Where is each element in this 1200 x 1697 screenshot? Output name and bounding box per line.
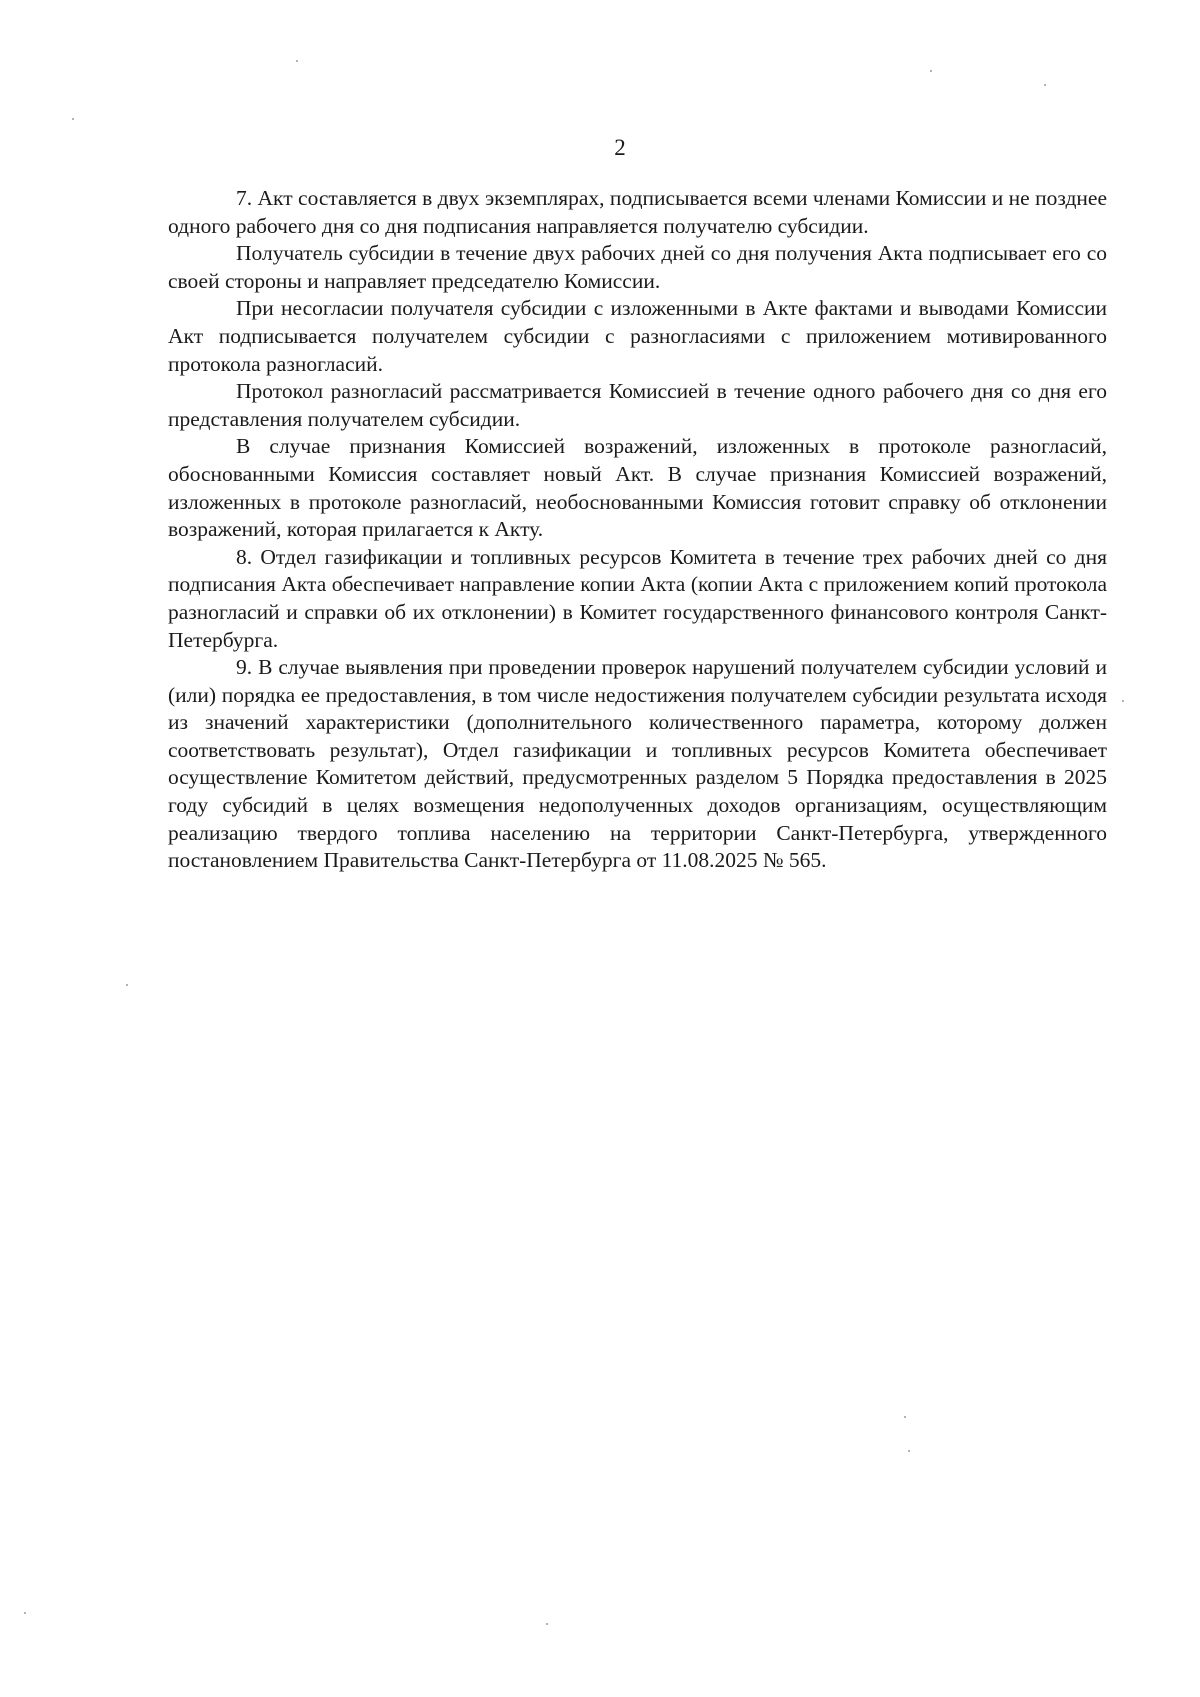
paragraph-7-disagreement: При несогласии получателя субсидии с изложенными в Акте фактами и выводами Комиссии Акт подписывается получателем субсидии с разногласиями с приложением мотивированного протокола разногласий.: [168, 296, 1107, 376]
scan-speck: [546, 1623, 548, 1625]
paragraph-7-recipient-signing: Получатель субсидии в течение двух рабочих дней со дня получения Акта подписывает его со своей стороны и направляет председателю Комиссии.: [168, 241, 1107, 293]
document-body: [168, 185, 1107, 875]
paragraph-9: 9. В случае выявления при проведении проверок нарушений получателем субсидии условий и (или) порядка ее предоставления, в том числе недостижения получателем субсидии результата исходя из значений характеристики (дополнительного количественного параметра, которому должен соответствовать результат), Отдел газификации и топливных ресурсов Комитета обеспечивает осуществление Комитетом действий, предусмотренных разделом 5 Порядка предоставления в 2025 году субсидий в целях возмещения недополученных доходов организациям, осуществляющим реализацию твердого топлива населению на территории Санкт-Петербурга, утвержденного постановлением Правительства Санкт-Петербурга от 11.08.2025 № 565.: [168, 655, 1107, 873]
scan-speck: [126, 984, 128, 986]
scan-speck: [904, 1416, 906, 1418]
scan-speck: [72, 118, 74, 120]
paragraph-7-objections: В случае признания Комиссией возражений, изложенных в протоколе разногласий, обоснованными Комиссия составляет новый Акт. В случае признания Комиссией возражений, изложенных в протоколе разногласий, необоснованными Комиссия готовит справку об отклонении возражений, которая прилагается к Акту.: [168, 434, 1107, 542]
scan-speck: [296, 60, 298, 62]
scan-speck: [930, 70, 932, 72]
scan-speck: [1122, 700, 1124, 702]
scan-speck: [24, 1612, 26, 1614]
paragraph-7-protocol-review: Протокол разногласий рассматривается Комиссией в течение одного рабочего дня со дня его представления получателем субсидии.: [168, 379, 1107, 431]
page-number: 2: [614, 135, 626, 160]
paragraph-8: 8. Отдел газификации и топливных ресурсов Комитета в течение трех рабочих дней со дня подписания Акта обеспечивает направление копии Акта (копии Акта с приложением копий протокола разногласий и справки об их отклонении) в Комитет государственного финансового контроля Санкт-Петербурга.: [168, 544, 1107, 652]
scan-speck: [908, 1450, 910, 1452]
scan-speck: [1044, 84, 1046, 86]
paragraph-7: 7. Акт составляется в двух экземплярах, подписывается всеми членами Комиссии и не позднее одного рабочего дня со дня подписания направляется получателю субсидии.: [168, 186, 1107, 238]
